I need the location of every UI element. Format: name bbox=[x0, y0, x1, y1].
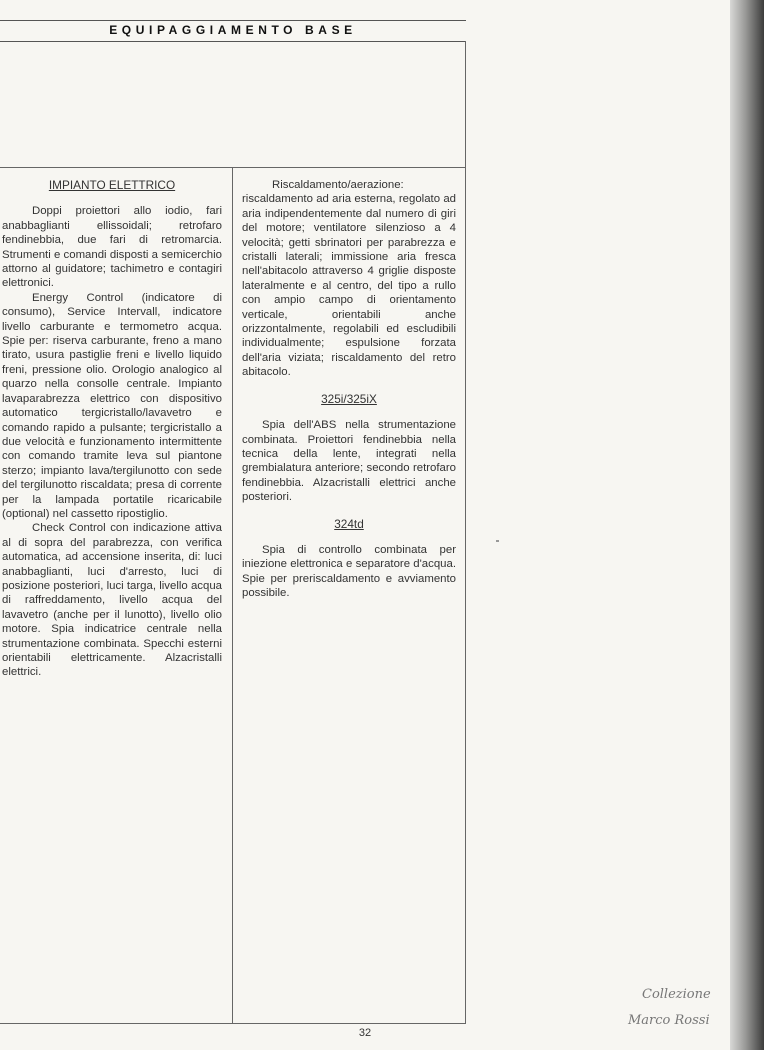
section-header bbox=[0, 20, 466, 42]
collection-stamp bbox=[590, 985, 760, 1035]
left-column bbox=[0, 178, 222, 680]
paper-speck bbox=[496, 540, 499, 542]
right-column bbox=[242, 178, 456, 601]
column-divider bbox=[232, 167, 233, 1023]
stamp-line-name: Marco Rossi bbox=[628, 1013, 710, 1028]
section-title: EQUIPAGGIAMENTO BASE bbox=[109, 23, 357, 37]
stamp-line-collezione: Collezione bbox=[642, 987, 711, 1002]
paragraph: Energy Control (indicatore di consumo), Service Intervall, indicatore livello carburante e termometro acqua. Spie per: riserva carburante, freno a mano tirato, usura pastiglie freni e livello liquido freni, pressione olio. Orologio analogico al quarzo nella consolle centrale. Impianto lavaparabrezza elettrico con dispositivo automatico tergicristallo/lavavetro e comando rapido a pulsante; tergicristallo a due velocità e funzionamento intermittente con comando tramite leva sul piantone sterzo; impianto lava/tergilunotto con sede del tergilunotto riscaldata; presa di corrente per la lampada portatile ricaricabile (optional) nel cassetto ripostiglio. bbox=[2, 291, 222, 520]
paragraph: Doppi proiettori allo iodio, fari anabbaglianti ellissoidali; retrofaro fendinebbia, due fari di retromarcia. Strumenti e comandi disposti a semicerchio attorno al guidatore; tachimetro e contagiri elettronici. bbox=[2, 205, 222, 290]
section-heading-325i: 325i/325iX bbox=[321, 391, 377, 406]
paragraph-heating-ventilation: Riscaldamento/aerazione: riscaldamento ad aria esterna, regolato ad aria indipendentemente dal numero di giri del motore; ventilatore silenzioso a 4 velocità; getti sbrinatori per parabrezza e cristalli laterali; immissione aria fresca nell'abitacolo attraverso 4 griglie disposte lateralmente e al centro, del tipo a rullo con ampio campo di orientamento verticale, orientabili anche orizzontalmente, regolabili ed escludibili individualmente; espulsione forzata dell'aria viziata; riscaldamento del retro abitacolo. bbox=[242, 179, 456, 379]
paragraph-325i: Spia dell'ABS nella strumentazione combinata. Proiettori fendinebbia nella tecnica della lente, integrati nella grembialatura anteriore; secondo retrofaro fendinebbia. Alzacristalli elettrici anche posteriori. bbox=[242, 419, 456, 504]
section-heading-324td: 324td bbox=[334, 516, 364, 531]
page-edge-shadow bbox=[730, 0, 764, 1050]
paragraph-324td: Spia di controllo combinata per iniezione elettronica e separatore d'acqua. Spie per preriscaldamento e avviamento possibile. bbox=[242, 543, 456, 600]
image-area-empty bbox=[0, 41, 466, 167]
section-heading-impianto-elettrico: IMPIANTO ELETTRICO bbox=[48, 178, 176, 192]
page-number: 32 bbox=[358, 1027, 372, 1039]
paragraph: Check Control con indicazione attiva al di sopra del parabrezza, con verifica automatica, ad accensione inserita, di: luci anabbaglianti, luci d'arresto, luci di posizione posteriori, luci targa, livello acqua di raffreddamento, livello acqua del lavavetro (anche per il lunotto), livello olio motore. Spia indicatrice centrale nella strumentazione combinata. Specchi esterni orientabili elettricamente. Alzacristalli elettrici. bbox=[2, 522, 222, 679]
